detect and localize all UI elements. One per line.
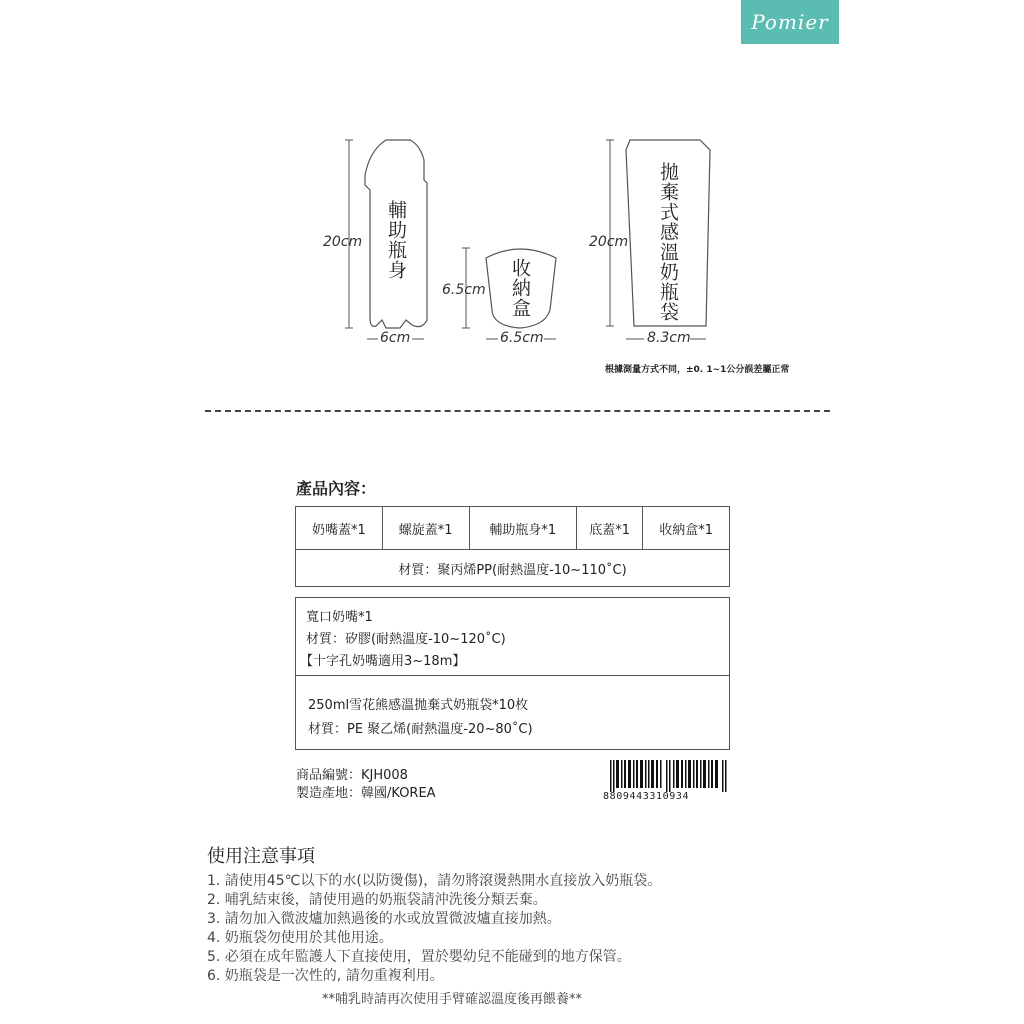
box-height: 6.5cm	[442, 282, 486, 298]
parts-material: 材質：聚丙烯PP(耐熱溫度-10~110˚C)	[296, 550, 730, 587]
box-label: 收納盒	[509, 258, 531, 318]
bag-name: 250ml雪花熊感溫拋棄式奶瓶袋*10枚	[308, 698, 529, 713]
box-width: 6.5cm	[500, 330, 544, 346]
measurement-note: 根據測量方式不同，±0. 1~1公分誤差屬正常	[605, 365, 790, 375]
usage-item: 4. 奶瓶袋勿使用於其他用途。	[207, 930, 393, 946]
divider	[205, 410, 830, 412]
usage-item: 5. 必須在成年監護人下直接使用，置於嬰幼兒不能碰到的地方保管。	[207, 949, 631, 965]
nipple-name: 寬口奶嘴*1	[306, 610, 373, 625]
bag-material: 材質：PE 聚乙烯(耐熱溫度-20~80˚C)	[308, 722, 533, 737]
product-code: 商品編號：KJH008	[296, 768, 408, 783]
bottle-width: 6cm	[380, 330, 411, 346]
nipple-material: 材質：矽膠(耐熱溫度-10~120˚C)	[306, 632, 506, 647]
bottle-height: 20cm	[323, 234, 363, 250]
contents-title: 產品內容：	[296, 479, 377, 498]
nipple-note: 【十字孔奶嘴適用3~18m】	[300, 654, 466, 669]
usage-footer: **哺乳時請再次使用手臂確認溫度後再餵養**	[322, 992, 583, 1007]
brand-logo: Pomier	[741, 0, 839, 44]
part-cell: 底蓋*1	[576, 507, 642, 550]
contents-table	[295, 506, 730, 587]
bag-width: 8.3cm	[647, 330, 691, 346]
bag-height: 20cm	[589, 234, 629, 250]
barcode	[610, 760, 728, 792]
usage-list	[207, 872, 661, 986]
usage-item: 6. 奶瓶袋是一次性的, 請勿重複利用。	[207, 968, 444, 984]
usage-item: 3. 請勿加入微波爐加熱過後的水或放置微波爐直接加熱。	[207, 911, 561, 927]
part-cell: 螺旋蓋*1	[382, 507, 469, 550]
part-cell: 奶嘴蓋*1	[296, 507, 383, 550]
bag-label: 拋棄式感溫奶瓶袋	[657, 162, 679, 322]
usage-item: 1. 請使用45℃以下的水(以防燙傷)，請勿將滾燙熱開水直接放入奶瓶袋。	[207, 873, 662, 889]
part-cell: 輔助瓶身*1	[469, 507, 576, 550]
barcode-number: 8809443310934	[603, 791, 690, 802]
part-cell: 收納盒*1	[643, 507, 730, 550]
usage-title: 使用注意事項	[207, 846, 315, 867]
bottle-label: 輔助瓶身	[385, 200, 407, 280]
usage-item: 2. 哺乳結束後，請使用過的奶瓶袋請沖洗後分類丟棄。	[207, 892, 547, 908]
product-origin: 製造產地：韓國/KOREA	[296, 786, 436, 801]
